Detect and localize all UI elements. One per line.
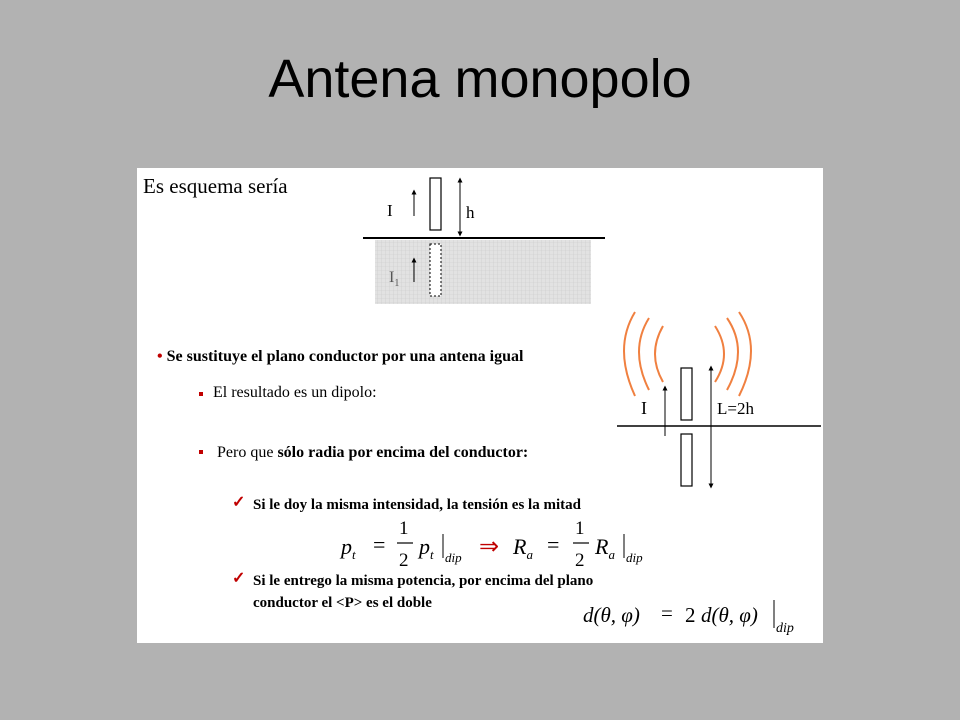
svg-text:dip: dip [445, 550, 462, 565]
dipole-diagram [615, 308, 823, 498]
height-label: h [466, 203, 475, 222]
svg-text:dip: dip [626, 550, 643, 565]
svg-text:2: 2 [685, 603, 696, 627]
svg-text:2: 2 [575, 550, 585, 571]
svg-text:2: 2 [399, 550, 409, 571]
sub-bullet-2-normal: Pero que [217, 444, 278, 461]
main-bullet [157, 348, 523, 366]
equation-power-resistance [337, 512, 657, 578]
sub-bullet-2-bold: sólo radia por encima del conductor: [277, 444, 529, 461]
dipole-upper-arm [681, 368, 692, 420]
sub-bullet-icon [199, 392, 203, 396]
svg-text:1: 1 [575, 518, 585, 539]
check-item-1: Si le doy la misma intensidad, la tensión es la mitad [253, 497, 581, 513]
checkmark-icon: ✓ [232, 570, 246, 587]
current-label: I [641, 398, 647, 418]
image-current-label: $I_1$ [389, 269, 400, 289]
sub-bullet-2 [217, 442, 547, 464]
dipole-lower-arm [681, 434, 692, 486]
monopole-image-diagram [357, 174, 617, 308]
equation-directivity [581, 592, 821, 638]
checkmark-icon: ✓ [232, 494, 246, 511]
svg-text:dip: dip [776, 621, 794, 636]
svg-text:=: = [547, 532, 560, 557]
ground-region [375, 240, 591, 304]
sub-bullet-1: El resultado es un dipolo: [213, 384, 377, 401]
svg-text:=: = [373, 532, 386, 557]
slide-title: Antena monopolo [268, 49, 692, 109]
panel-heading: Es esquema sería [143, 174, 288, 198]
svg-text:Ra: $R_a$ [595, 534, 615, 562]
length-label: L=2h [717, 399, 754, 418]
check-item-2: Si le entrego la misma potencia, por encima del plano conductor el <P> es el doble [253, 573, 594, 611]
current-label: I [387, 201, 393, 220]
svg-text:pt: $p_t$ [419, 534, 434, 562]
content-panel [137, 168, 823, 643]
image-monopole-element [430, 244, 441, 296]
monopole-element [430, 178, 441, 230]
svg-text:d(θ, φ): d(θ, φ) [583, 603, 640, 627]
sub-bullet-icon [199, 450, 203, 454]
svg-text:Ra: $R_a$ [513, 534, 533, 562]
svg-text:d(θ, φ): d(θ, φ) [701, 603, 758, 627]
svg-text:=: = [661, 601, 673, 625]
bullet-dot-icon: • [157, 348, 163, 365]
implies-arrow-icon: ⇒ [479, 534, 500, 560]
svg-text:1: 1 [399, 518, 409, 539]
svg-text:pt: $p_t$ [341, 534, 356, 562]
main-bullet-text: Se sustituye el plano conductor por una antena igual [166, 348, 524, 365]
